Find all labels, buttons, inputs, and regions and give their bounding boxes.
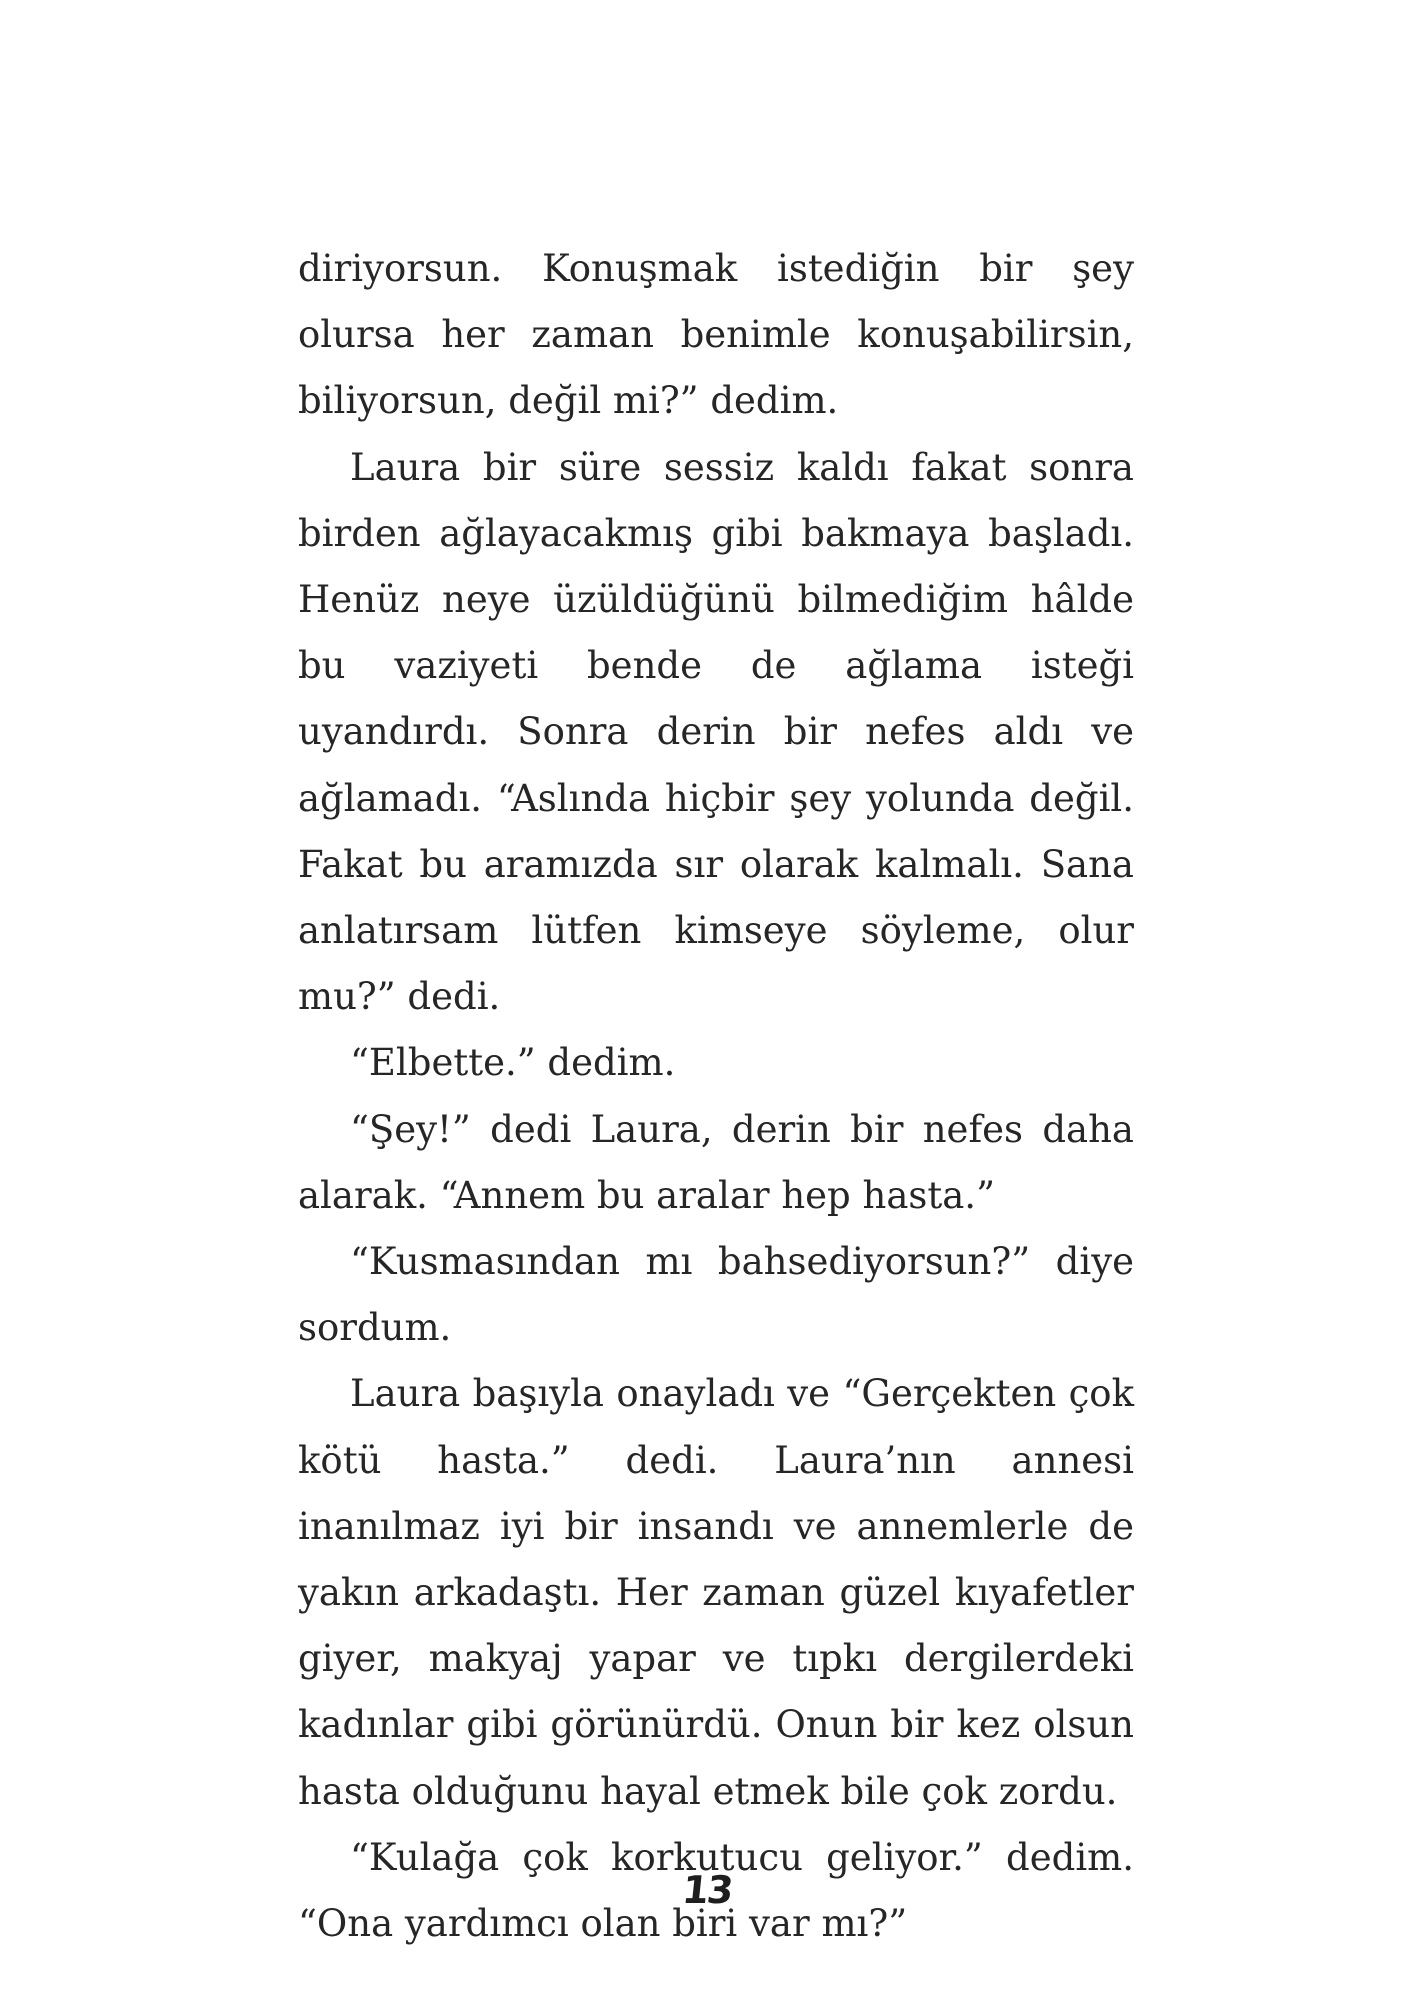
paragraph-5: “Kusmasından mı bahsediyorsun?” diye sordum. xyxy=(298,1240,1134,1350)
body-text xyxy=(298,236,1134,1957)
paragraph-4: “Şey!” dedi Laura, derin bir nefes daha alarak. “Annem bu aralar hep hasta.” xyxy=(298,1107,1134,1217)
paragraph-1: diriyorsun. Konuşmak istediğin bir şey olursa her zaman benimle konuşabilirsin, biliyorsun, değil mi?” dedim. xyxy=(298,247,1134,423)
paragraph-6: Laura başıyla onayladı ve “Gerçekten çok kötü hasta.” dedi. Laura’nın annesi inanılmaz iyi bir insandı ve annemlerle de yakın arkadaştı. Her zaman güzel kıyafetler giyer, makyaj yapar ve tıpkı dergilerdeki kadınlar gibi görünürdü. Onun bir kez olsun hasta olduğunu hayal etmek bile çok zordu. xyxy=(298,1372,1134,1813)
page-number: 13 xyxy=(680,1868,734,1912)
paragraph-7: “Kulağa çok korkutucu geliyor.” dedim. “Ona yardımcı olan biri var mı?” xyxy=(298,1835,1134,1946)
paragraph-2: Laura bir süre sessiz kaldı fakat sonra birden ağlayacakmış gibi bakmaya başladı. Henüz neye üzüldüğünü bilmediğim hâlde bu vaziyeti bende de ağlama isteği uyandırdı. Sonra derin bir nefes aldı ve ağlamadı. “Aslında hiçbir şey yolunda değil. Fakat bu aramızda sır olarak kalmalı. Sana anlatırsam lütfen kimseye söyleme, olur mu?” dedi. xyxy=(298,445,1134,1019)
paragraph-3: “Elbette.” dedim. xyxy=(350,1041,676,1085)
